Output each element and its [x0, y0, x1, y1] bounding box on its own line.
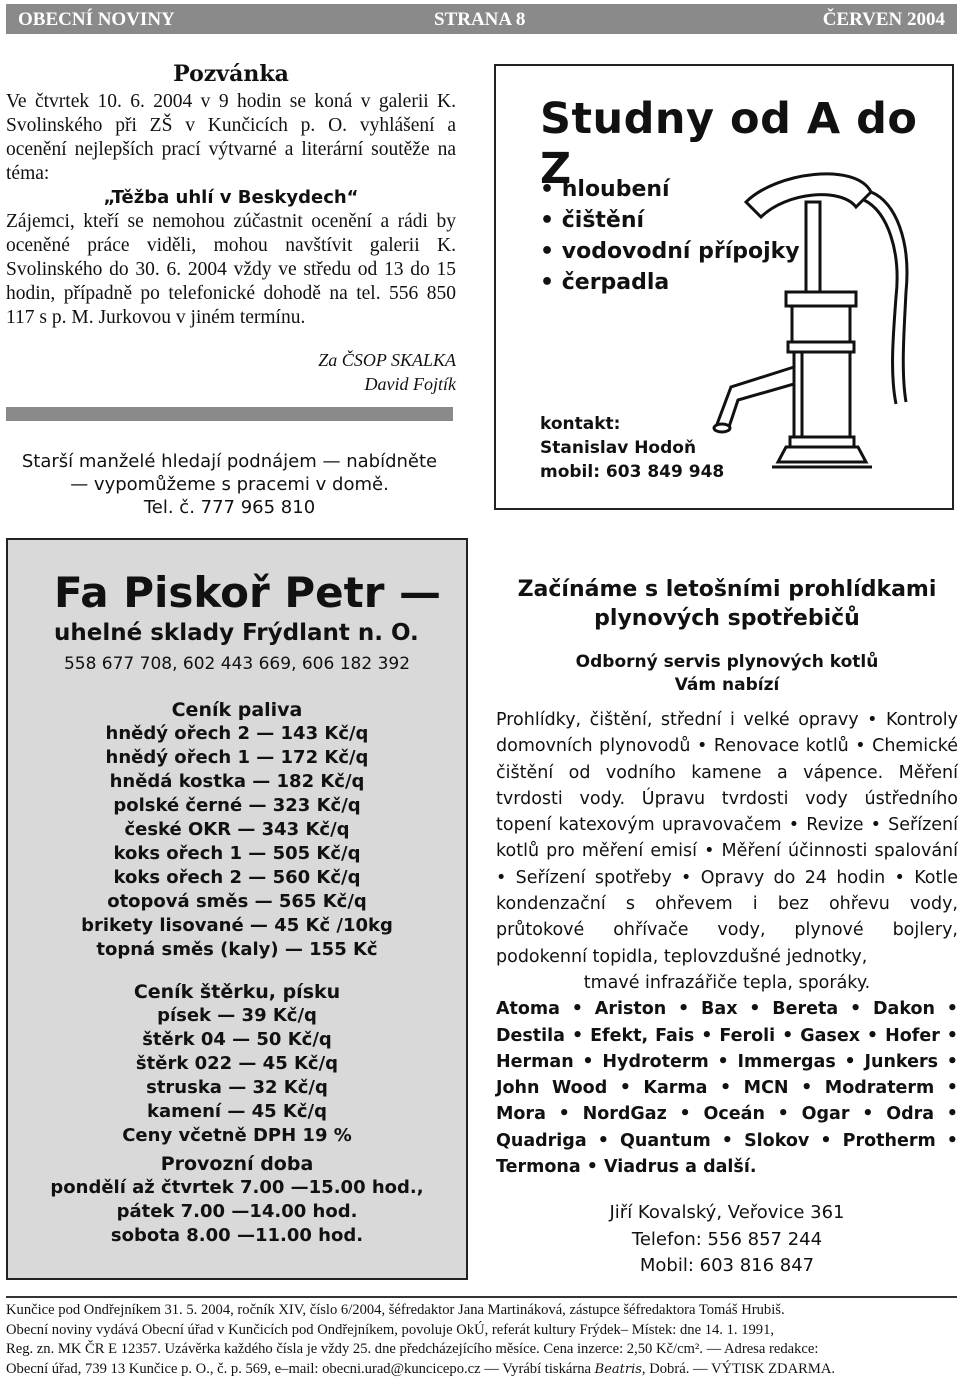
- invitation-title: Pozvánka: [173, 61, 289, 87]
- invitation-paragraph-1: Ve čtvrtek 10. 6. 2004 v 9 hodin se koná v galerii K. Svolinského při ZŠ v Kunčicích p. O. vyhlášení a ocenění nejlepších prací výtvarné a literární soutěže na téma:: [6, 91, 456, 184]
- imprint-line-4-a: Obecní úřad, 739 13 Kunčice p. O., č. p. 569, e–mail: obecni.urad@kuncicepo.cz — Vyrábí tiskárna: [6, 1360, 591, 1377]
- wells-service: • čištění: [540, 205, 800, 236]
- gas-services-text: Prohlídky, čištění, střední i velké opravy • Kontroly domovních plynovodů • Renovace kotlů • Chemické čištění od vodního kamene a vápence. Měření tvrdosti vody. Úpravu tvrdosti vody ústředního topení katexovým upravovačem • Revize • Seřízení kotlů pro měření emisí • Měření účinnosti spalování • Seřízení spotřeby • Opravy do 24 hodin • Kotle kondenzační s ohřevem i bez ohřevu vody, průtokové ohřívače vody, plynové bojlery, podokenní topidla, teplovzdušné jednotky,: [496, 710, 958, 967]
- fuel-price-item: topná směs (kaly) — 155 Kč: [96, 939, 378, 960]
- page-header: [6, 4, 957, 34]
- gas-subtitle-line-2: Vám nabízí: [674, 675, 780, 695]
- gravel-price-item: štěrk 022 — 45 Kč/q: [135, 1053, 339, 1074]
- invitation-paragraph-2: Zájemci, kteří se nemohou zúčastnit ocenění a rádi by oceněné práce viděli, mohou navštívit galerii K. Svolinského do 30. 6. 2004 vždy ve středu od 13 do 15 hodin, případně po telefonické dohodě na tel. 556 850 117 s p. M. Jurkovou v jiném termínu.: [6, 211, 456, 328]
- wells-contact-name: Stanislav Hodoň: [540, 438, 697, 458]
- coal-company-subtitle: uhelné sklady Frýdlant n. O.: [54, 620, 419, 646]
- fuel-price-item: hnědý ořech 2 — 143 Kč/q: [105, 723, 369, 744]
- imprint-line-3: Reg. zn. MK ČR E 12357. Uzávěrka každého čísla je vždy 25. dne předcházejícího měsíce. Cena inzerce: 2,50 Kč/cm². — Adresa redakce:: [6, 1341, 819, 1357]
- rent-classified: [6, 450, 453, 519]
- gas-contact-mobile: Mobil: 603 816 847: [639, 1255, 815, 1277]
- page-number: STRANA 8: [434, 9, 526, 30]
- gas-title-line-1: Začínáme s letošními prohlídkami: [517, 577, 937, 602]
- gas-title-line-2: plynových spotřebičů: [594, 606, 860, 631]
- fuel-price-item: koks ořech 2 — 560 Kč/q: [113, 867, 361, 888]
- wells-contact: [540, 412, 724, 484]
- opening-hours: [8, 1152, 466, 1248]
- gas-service-advert: [496, 575, 958, 1280]
- fuel-price-list: [8, 698, 466, 962]
- coal-advert: [6, 538, 468, 1280]
- imprint-line-1: Kunčice pod Ondřejníkem 31. 5. 2004, ročník XIV, číslo 6/2004, šéfredaktor Jana Martináková, zástupce šéfredaktora Tomáš Hrubiš.: [6, 1302, 785, 1318]
- signature-author: David Fojtík: [364, 374, 456, 394]
- gas-subtitle: [496, 651, 958, 697]
- gas-contact-phone: Telefon: 556 857 244: [631, 1228, 823, 1250]
- fuel-price-item: otopová směs — 565 Kč/q: [107, 891, 367, 912]
- coal-company-name: Fa Piskoř Petr —: [54, 568, 442, 617]
- imprint: [6, 1301, 957, 1379]
- wells-contact-label: kontakt:: [540, 414, 621, 434]
- fuel-price-item: koks ořech 1 — 505 Kč/q: [113, 843, 361, 864]
- rent-line-1: Starší manželé hledají podnájem — nabídněte: [21, 451, 438, 472]
- gravel-price-list: [8, 980, 466, 1148]
- competition-theme: „Těžba uhlí v Beskydech“: [103, 187, 359, 208]
- fuel-price-item: brikety lisované — 45 Kč /10kg: [81, 915, 393, 936]
- gravel-price-item: písek — 39 Kč/q: [157, 1005, 317, 1026]
- gas-services: [496, 707, 958, 996]
- section-divider: [6, 407, 453, 421]
- wells-service: • hloubení: [540, 174, 800, 205]
- gravel-price-item: kamení — 45 Kč/q: [147, 1101, 327, 1122]
- hours-item: pondělí až čtvrtek 7.00 —15.00 hod.,: [50, 1177, 424, 1198]
- wells-service: • čerpadla: [540, 267, 800, 298]
- signature-org: Za ČSOP SKALKA: [318, 350, 456, 370]
- imprint-line-4: [6, 1360, 957, 1379]
- wells-contact-mobile: mobil: 603 849 948: [540, 462, 725, 482]
- paper-name: OBECNÍ NOVINY: [18, 9, 175, 30]
- fuel-heading: Ceník paliva: [171, 699, 303, 721]
- invitation-article: [6, 60, 456, 396]
- gas-contact: [496, 1200, 958, 1280]
- fuel-price-item: polské černé — 323 Kč/q: [113, 795, 361, 816]
- gravel-price-item: struska — 32 Kč/q: [146, 1077, 328, 1098]
- printer-logo: Beatris: [594, 1361, 642, 1377]
- wells-advert: [494, 64, 954, 510]
- fuel-price-item: hnědá kostka — 182 Kč/q: [109, 771, 365, 792]
- gas-services-last: tmavé infrazářiče tepla, sporáky.: [583, 972, 871, 993]
- gravel-price-item: štěrk 04 — 50 Kč/q: [142, 1029, 332, 1050]
- hours-item: sobota 8.00 —11.00 hod.: [110, 1225, 364, 1246]
- rent-phone: Tel. č. 777 965 810: [143, 497, 316, 518]
- wells-title: Studny od A do Z: [540, 94, 918, 194]
- wells-service: • vodovodní přípojky: [540, 236, 800, 267]
- gas-subtitle-line-1: Odborný servis plynových kotlů: [575, 652, 879, 672]
- hours-item: pátek 7.00 —14.00 hod.: [116, 1201, 358, 1222]
- gas-contact-name: Jiří Kovalský, Veřovice 361: [609, 1202, 845, 1224]
- imprint-line-2: Obecní noviny vydává Obecní úřad v Kunčicích pod Ondřejníkem, povoluje OkÚ, referát kultury Frýdek– Místek: dne 14. 1. 1991,: [6, 1321, 775, 1338]
- hours-heading: Provozní doba: [160, 1153, 314, 1175]
- footer-rule: [6, 1296, 957, 1298]
- fuel-price-item: hnědý ořech 1 — 172 Kč/q: [105, 747, 369, 768]
- fuel-price-item: české OKR — 343 Kč/q: [124, 819, 350, 840]
- coal-phones: 558 677 708, 602 443 669, 606 182 392: [63, 654, 411, 674]
- gravel-price-item: Ceny včetně DPH 19 %: [122, 1125, 352, 1146]
- gas-title: [496, 575, 958, 633]
- rent-line-2: — vypomůžeme s pracemi v domě.: [70, 474, 389, 495]
- gravel-heading: Ceník štěrku, písku: [133, 981, 341, 1003]
- invitation-signature: [6, 348, 456, 396]
- water-pump-icon: [706, 162, 946, 482]
- issue-date: ČERVEN 2004: [822, 9, 945, 30]
- gas-brands: Atoma • Ariston • Bax • Bereta • Dakon • Destila • Efekt, Fais • Feroli • Gasex • Hofer • Herman • Hydroterm • Immergas • Junkers • John Wood • Karma • MCN • Modraterm • Mora • NordGaz • Oceán • Ogar • Odra • Quadriga • Quantum • Slokov • Protherm • Termona • Viadrus a další.: [496, 999, 958, 1178]
- imprint-line-4-b: , Dobrá. — VÝTISK ZDARMA.: [641, 1360, 836, 1377]
